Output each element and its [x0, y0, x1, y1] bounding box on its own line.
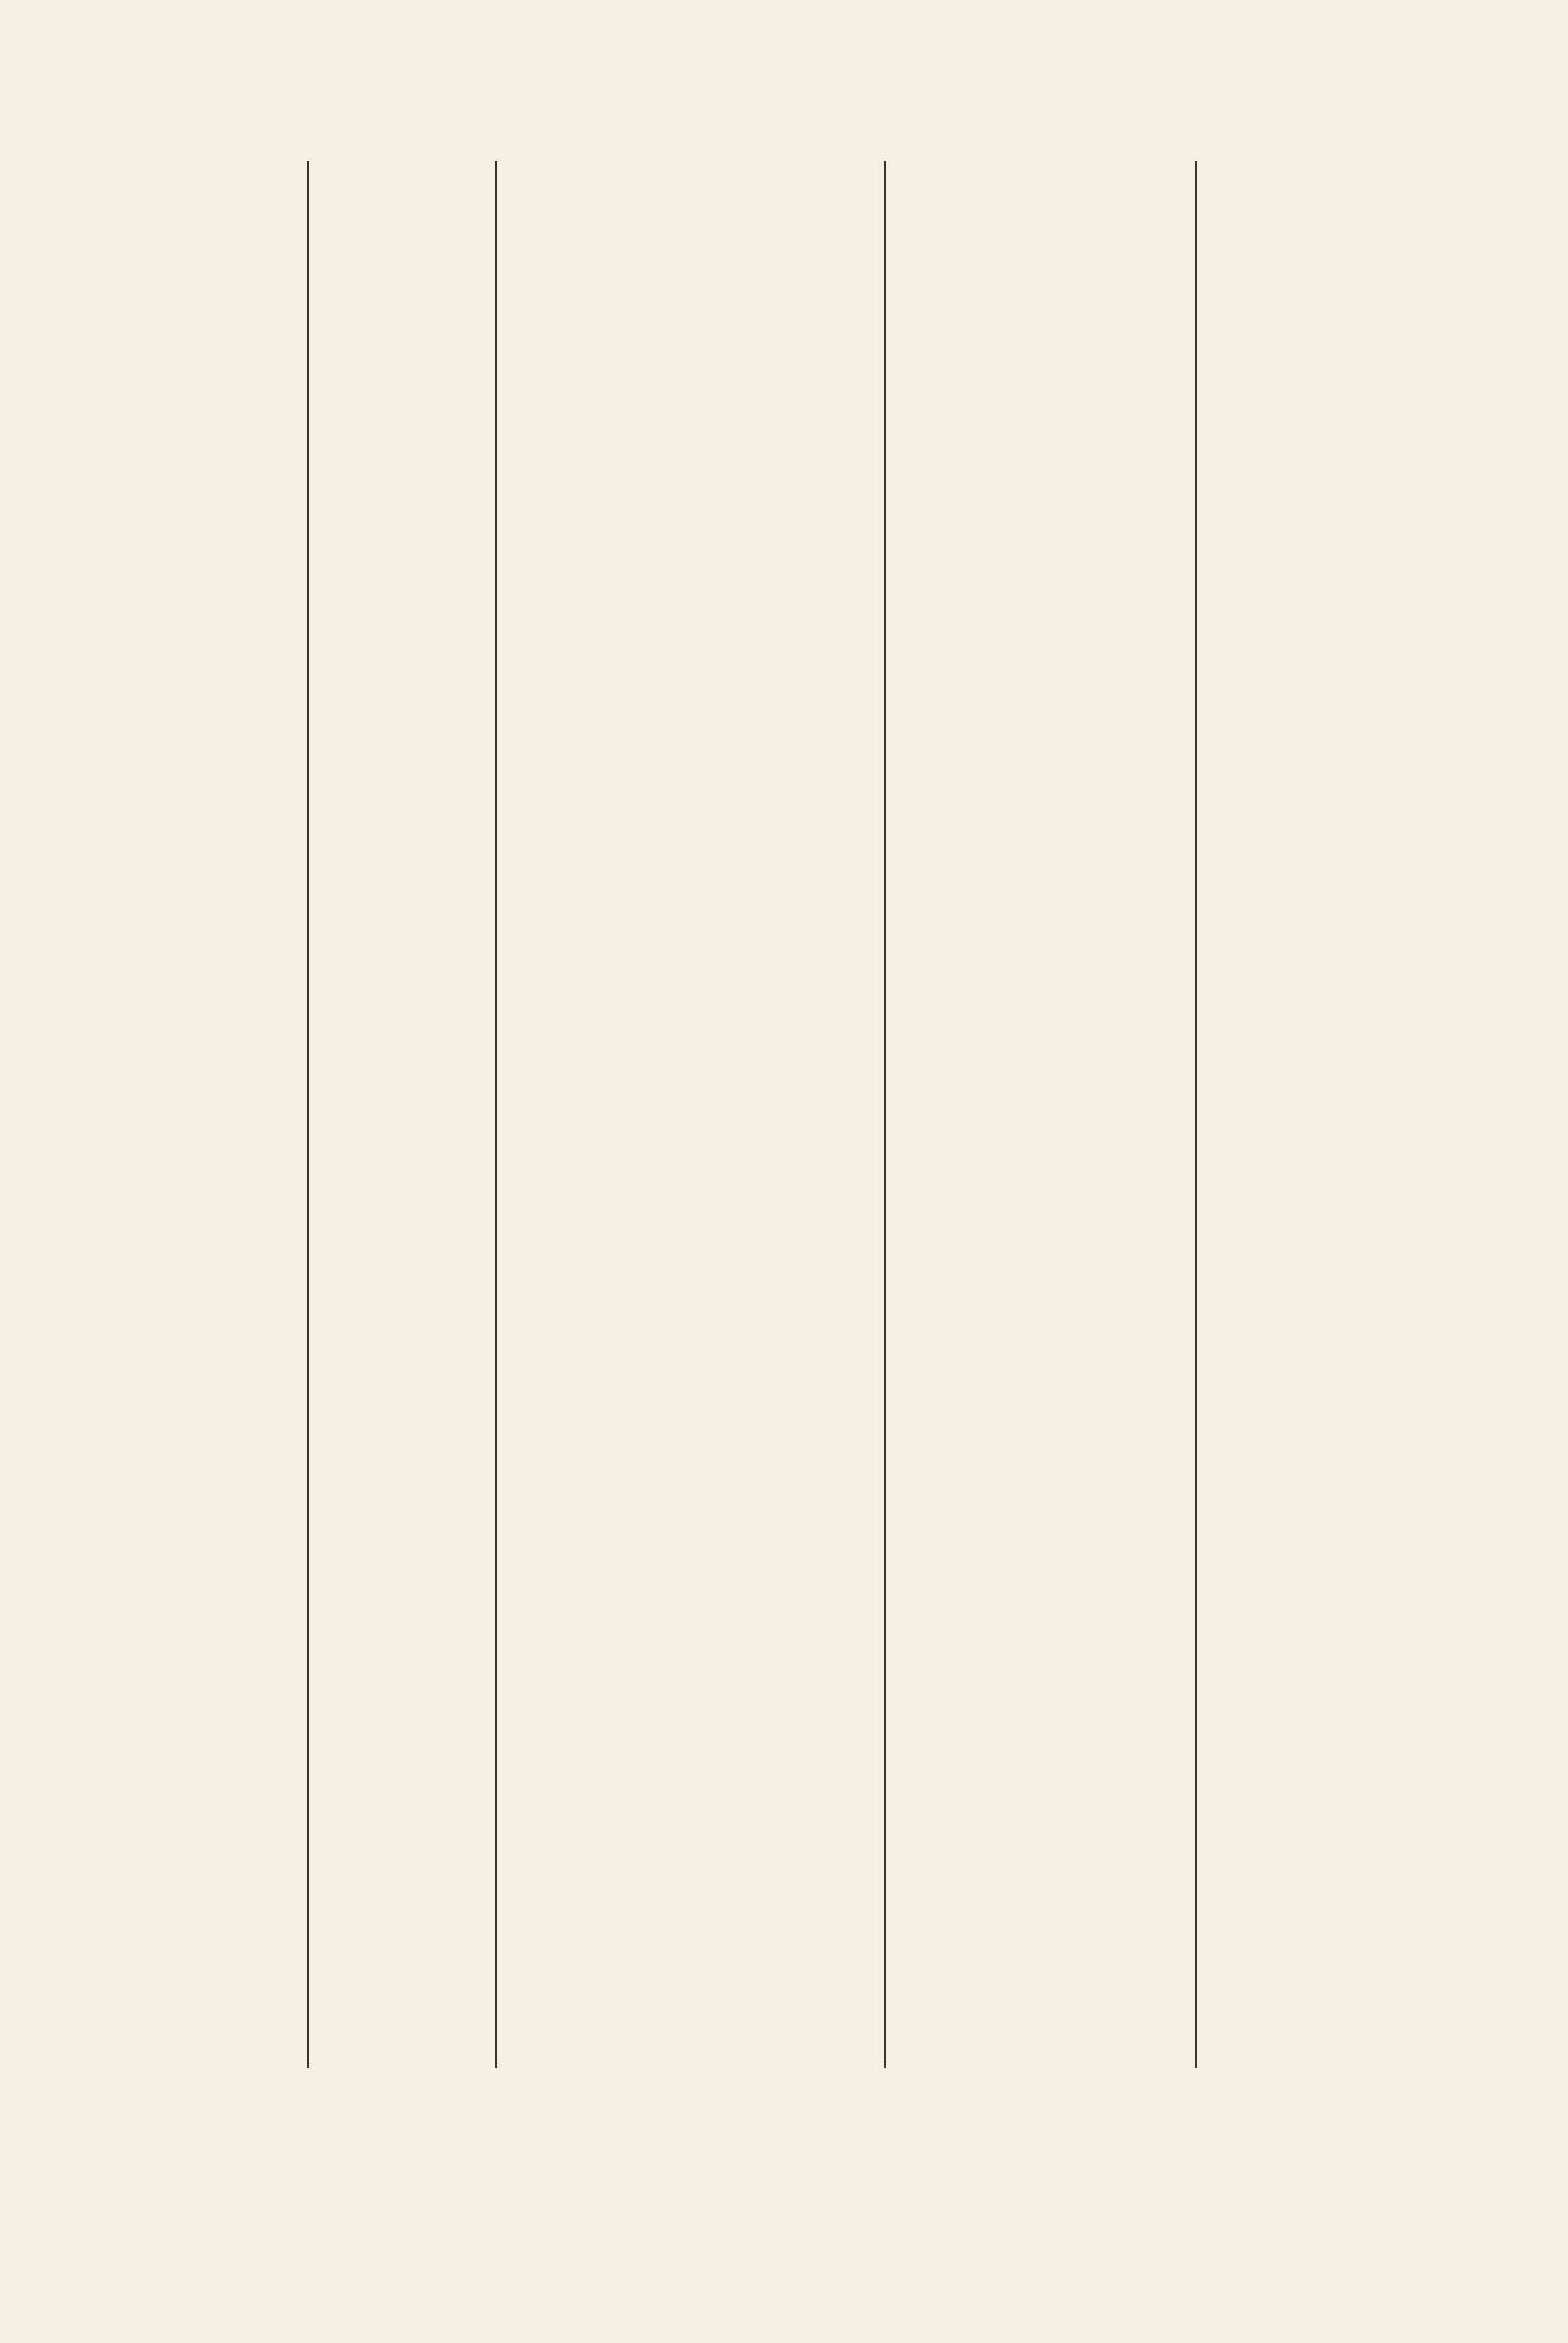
entry-latin [506, 1336, 876, 1381]
entry-row [0, 1013, 1568, 1067]
entry-romanization [323, 965, 487, 1010]
entry-french [897, 1548, 1187, 1593]
entry-row [0, 535, 1568, 589]
entry-headword [45, 647, 298, 692]
entry-romanization [323, 1177, 487, 1222]
entry-english [1206, 700, 1501, 745]
entry-english [1206, 223, 1501, 268]
entry-latin [506, 1231, 876, 1276]
entry-romanization [323, 700, 487, 745]
entry-french [897, 700, 1187, 745]
entry-row [0, 854, 1568, 907]
entry-latin [506, 912, 876, 957]
entry-french [897, 1390, 1187, 1435]
entry-romanization [323, 1283, 487, 1328]
entry-row [0, 1172, 1568, 1225]
entry-english [1206, 1390, 1501, 1435]
entry-latin [506, 1283, 876, 1328]
entry-french [897, 1442, 1187, 1487]
entry-english [1206, 1019, 1501, 1064]
entry-english [1206, 1071, 1501, 1116]
entry-latin [506, 1177, 876, 1222]
entry-headword [45, 1548, 298, 1593]
entry-row [0, 1437, 1568, 1490]
entry-romanization [323, 594, 487, 639]
entry-latin [506, 806, 876, 851]
entry-headword [45, 1655, 298, 1700]
entry-row [0, 1331, 1568, 1384]
entry-headword [45, 1496, 298, 1541]
entry-latin [506, 435, 876, 480]
entry-romanization [323, 276, 487, 321]
entry-romanization [323, 1336, 487, 1381]
entry-french [897, 223, 1187, 268]
entry-row [0, 906, 1568, 960]
entry-romanization [323, 1442, 487, 1487]
entry-headword [45, 276, 298, 321]
entry-french [897, 754, 1187, 798]
entry-english [1206, 859, 1501, 904]
entry-row [0, 1702, 1568, 1755]
entry-latin [506, 965, 876, 1010]
entry-row [0, 483, 1568, 536]
entry-english [1206, 329, 1501, 374]
entry-french [897, 859, 1187, 904]
entry-headword [45, 435, 298, 480]
entry-romanization [323, 1548, 487, 1593]
entry-french [897, 594, 1187, 639]
entry-latin [506, 329, 876, 374]
entry-french [897, 541, 1187, 586]
entry-row [0, 376, 1568, 429]
entry-row [0, 217, 1568, 271]
entry-english [1206, 1708, 1501, 1753]
entry-latin [506, 1071, 876, 1116]
entry-headword [45, 1177, 298, 1222]
entry-latin [506, 541, 876, 586]
entry-latin [506, 1548, 876, 1593]
entry-latin [506, 1125, 876, 1170]
entry-latin [506, 170, 876, 215]
entry-latin [506, 700, 876, 745]
entry-row [0, 164, 1568, 217]
entry-romanization [323, 1602, 487, 1647]
entry-latin [506, 594, 876, 639]
entry-romanization [323, 1390, 487, 1435]
entry-row [0, 589, 1568, 642]
entry-headword [45, 1442, 298, 1487]
entry-romanization [323, 329, 487, 374]
entry-romanization [323, 1019, 487, 1064]
entry-row [0, 694, 1568, 748]
entry-latin [506, 1655, 876, 1700]
entry-latin [506, 223, 876, 268]
entry-headword [45, 1125, 298, 1170]
entry-row [0, 1543, 1568, 1596]
entry-romanization [323, 806, 487, 851]
entry-row [0, 1384, 1568, 1438]
entry-english [1206, 1177, 1501, 1222]
entry-headword [45, 700, 298, 745]
entry-latin [506, 488, 876, 533]
entry-french [897, 1283, 1187, 1328]
entry-english [1206, 965, 1501, 1010]
entry-headword [45, 806, 298, 851]
entry-french [897, 965, 1187, 1010]
entry-french [897, 1496, 1187, 1541]
entry-row [0, 1277, 1568, 1331]
entry-french [897, 329, 1187, 374]
entry-romanization [323, 1655, 487, 1700]
entry-romanization [323, 223, 487, 268]
entry-headword [45, 1231, 298, 1276]
entry-row [0, 1066, 1568, 1119]
entry-romanization [323, 859, 487, 904]
entry-latin [506, 1019, 876, 1064]
entry-french [897, 1177, 1187, 1222]
entry-french [897, 1336, 1187, 1381]
entry-row [0, 1225, 1568, 1278]
entry-romanization [323, 1708, 487, 1753]
entry-french [897, 1019, 1187, 1064]
entry-french [897, 1125, 1187, 1170]
entry-english [1206, 594, 1501, 639]
entry-row [0, 270, 1568, 323]
entry-headword [45, 1071, 298, 1116]
entry-english [1206, 488, 1501, 533]
entry-headword [45, 1283, 298, 1328]
entry-row [0, 748, 1568, 801]
entry-french [897, 276, 1187, 321]
entry-latin [506, 1390, 876, 1435]
entry-french [897, 1708, 1187, 1753]
entry-headword [45, 1019, 298, 1064]
entry-romanization [323, 541, 487, 586]
entry-french [897, 435, 1187, 480]
entry-row [0, 323, 1568, 377]
entry-english [1206, 1655, 1501, 1700]
entry-row [0, 429, 1568, 483]
entry-french [897, 1231, 1187, 1276]
entry-english [1206, 806, 1501, 851]
entry-english [1206, 754, 1501, 798]
entry-row [0, 1649, 1568, 1703]
entry-french [897, 170, 1187, 215]
entry-english [1206, 1496, 1501, 1541]
entry-headword [45, 488, 298, 533]
entry-headword [45, 1708, 298, 1753]
entry-latin [506, 1708, 876, 1753]
entry-headword [45, 594, 298, 639]
entry-english [1206, 1231, 1501, 1276]
entry-english [1206, 647, 1501, 692]
entry-headword [45, 170, 298, 215]
entry-latin [506, 276, 876, 321]
entry-french [897, 806, 1187, 851]
entry-headword [45, 223, 298, 268]
entry-romanization [323, 170, 487, 215]
entry-romanization [323, 754, 487, 798]
entry-headword [45, 381, 298, 426]
entry-romanization [323, 912, 487, 957]
entry-latin [506, 381, 876, 426]
entry-french [897, 1602, 1187, 1647]
entry-french [897, 647, 1187, 692]
entry-romanization [323, 647, 487, 692]
entry-latin [506, 754, 876, 798]
entry-english [1206, 1548, 1501, 1593]
entry-romanization [323, 1071, 487, 1116]
entry-latin [506, 647, 876, 692]
entry-english [1206, 381, 1501, 426]
entry-romanization [323, 1496, 487, 1541]
entry-french [897, 381, 1187, 426]
entry-english [1206, 435, 1501, 480]
entry-latin [506, 859, 876, 904]
entry-row [0, 960, 1568, 1013]
entry-headword [45, 1390, 298, 1435]
entry-english [1206, 1442, 1501, 1487]
entry-french [897, 912, 1187, 957]
entry-romanization [323, 435, 487, 480]
entry-french [897, 488, 1187, 533]
entry-french [897, 1071, 1187, 1116]
entry-french [897, 1655, 1187, 1700]
entry-row [0, 641, 1568, 694]
entry-english [1206, 276, 1501, 321]
entry-headword [45, 965, 298, 1010]
entry-headword [45, 1602, 298, 1647]
entry-romanization [323, 381, 487, 426]
entry-english [1206, 1602, 1501, 1647]
entry-headword [45, 541, 298, 586]
entry-romanization [323, 1231, 487, 1276]
entry-row [0, 1490, 1568, 1544]
entry-english [1206, 912, 1501, 957]
entry-english [1206, 170, 1501, 215]
entry-english [1206, 1283, 1501, 1328]
entry-headword [45, 329, 298, 374]
entry-romanization [323, 488, 487, 533]
entry-romanization [323, 1125, 487, 1170]
entry-row [0, 800, 1568, 854]
entry-latin [506, 1496, 876, 1541]
entry-english [1206, 541, 1501, 586]
entry-english [1206, 1336, 1501, 1381]
entry-latin [506, 1442, 876, 1487]
entry-headword [45, 754, 298, 798]
entry-row [0, 1119, 1568, 1172]
entry-latin [506, 1602, 876, 1647]
entry-list [0, 164, 1568, 1755]
entry-headword [45, 912, 298, 957]
entry-english [1206, 1125, 1501, 1170]
entry-row [0, 1596, 1568, 1649]
entry-headword [45, 1336, 298, 1381]
entry-headword [45, 859, 298, 904]
